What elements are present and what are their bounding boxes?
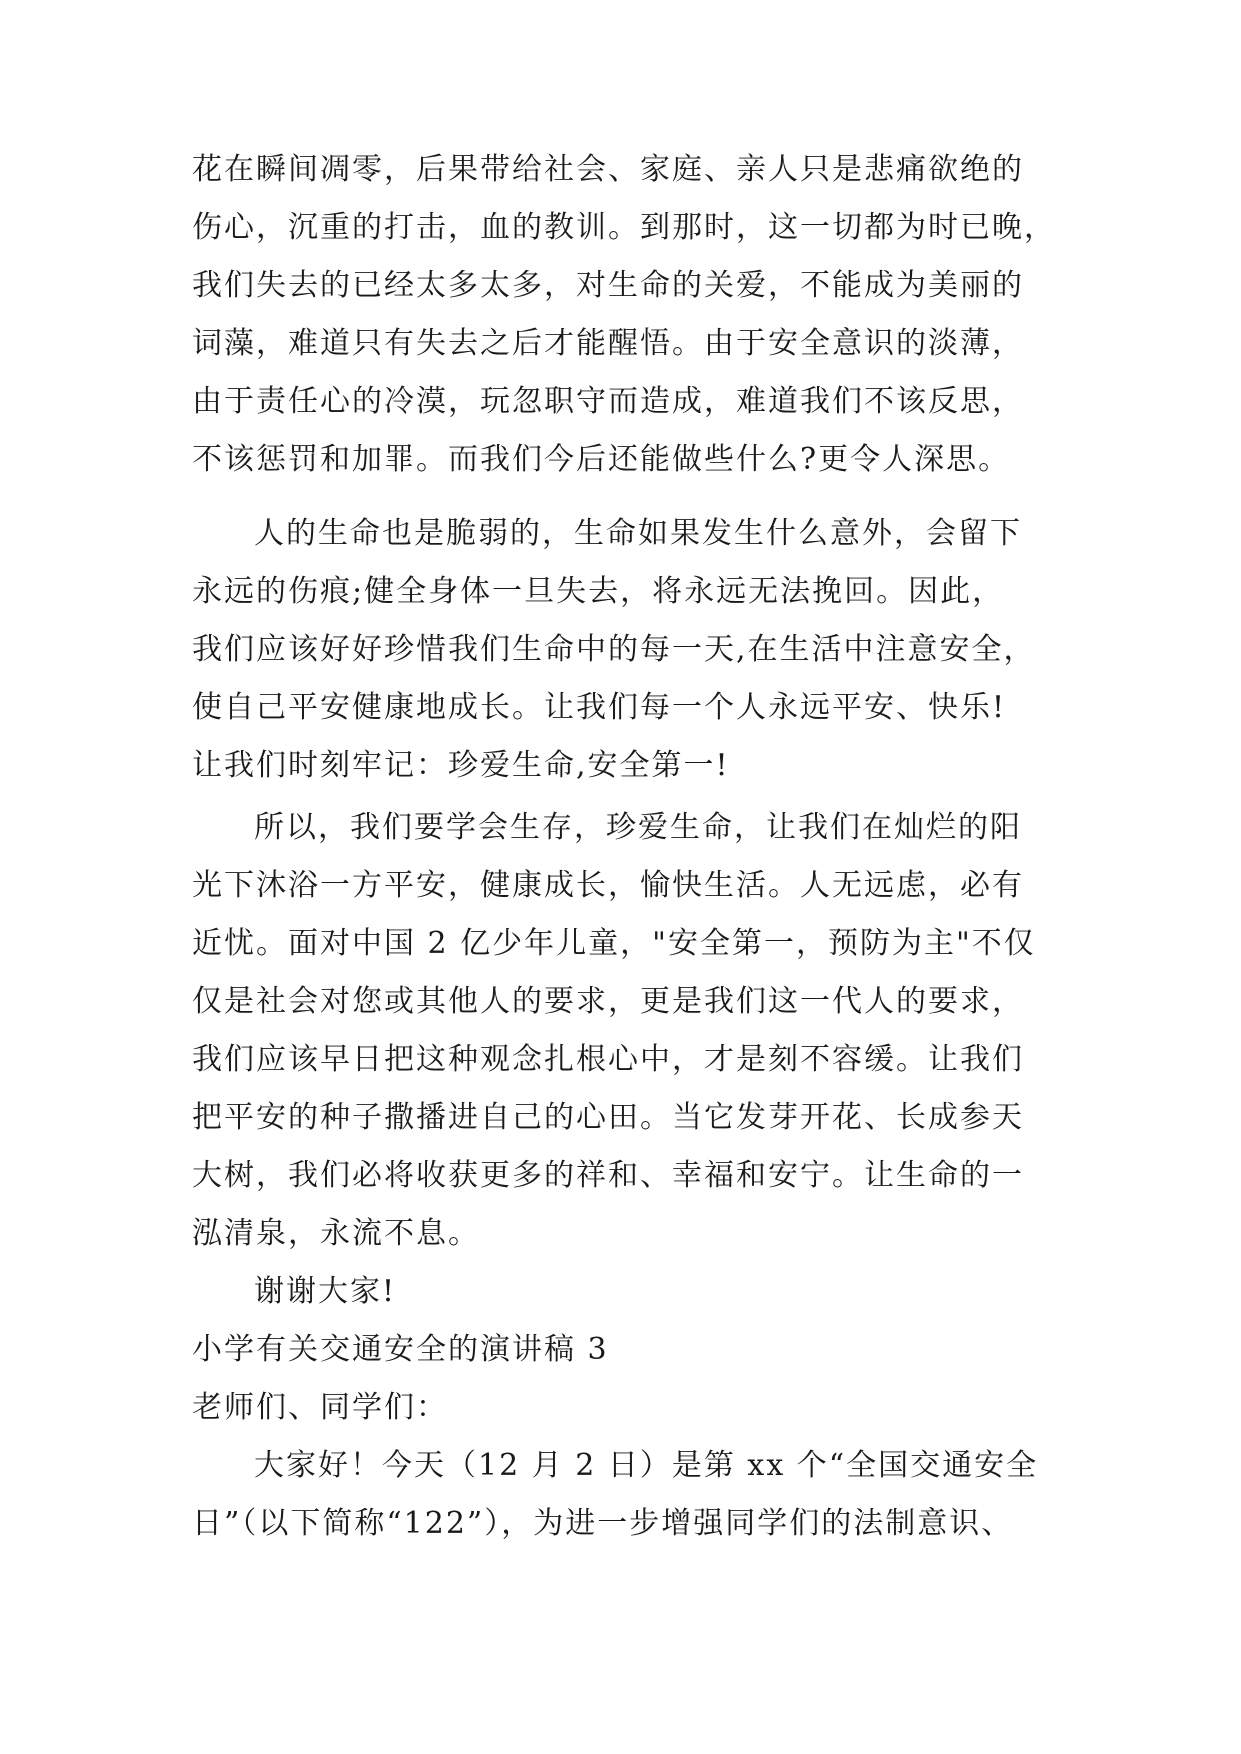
text-line: 花在瞬间凋零，后果带给社会、家庭、亲人只是悲痛欲绝的 [192,152,1024,187]
text-line: 大树，我们必将收获更多的祥和、幸福和安宁。让生命的一 [192,1158,1024,1193]
text-line: 所以，我们要学会生存，珍爱生命，让我们在灿烂的阳 [254,810,1022,845]
text-line: 近忧。面对中国 2 亿少年儿童，"安全第一，预防为主"不仅 [192,926,1036,961]
text-line: 我们应该早日把这种观念扎根心中，才是刻不容缓。让我们 [192,1042,1024,1077]
salutation: 老师们、同学们： [192,1390,448,1425]
text-line: 伤心，沉重的打击，血的教训。到那时，这一切都为时已晚， [192,210,1056,245]
text-line: 使自己平安健康地成长。让我们每一个人永远平安、快乐! [192,690,1007,725]
text-line: 由于责任心的冷漠，玩忽职守而造成，难道我们不该反思， [192,384,1024,419]
text-line: 泓清泉，永流不息。 [192,1216,480,1251]
text-line: 日”（以下简称“122”），为进一步增强同学们的法制意识、 [192,1506,1014,1541]
section-heading: 小学有关交通安全的演讲稿 3 [192,1332,609,1367]
text-line: 光下沐浴一方平安，健康成长，愉快生活。人无远虑，必有 [192,868,1024,903]
text-line: 不该惩罚和加罪。而我们今后还能做些什么?更令人深思。 [192,442,1011,477]
text-line: 人的生命也是脆弱的，生命如果发生什么意外，会留下 [254,516,1022,551]
text-line: 把平安的种子撒播进自己的心田。当它发芽开花、长成参天 [192,1100,1024,1135]
text-line: 词藻，难道只有失去之后才能醒悟。由于安全意识的淡薄， [192,326,1024,361]
text-line: 让我们时刻牢记：珍爱生命,安全第一! [192,748,730,783]
text-line: 仅是社会对您或其他人的要求，更是我们这一代人的要求， [192,984,1024,1019]
text-line: 我们失去的已经太多太多，对生命的关爱，不能成为美丽的 [192,268,1024,303]
text-line: 大家好！今天（12 月 2 日）是第 xx 个“全国交通安全 [254,1448,1039,1483]
text-line: 我们应该好好珍惜我们生命中的每一天,在生活中注意安全， [192,632,1036,667]
text-line: 永远的伤痕;健全身体一旦失去，将永远无法挽回。因此， [192,574,1005,609]
text-line: 谢谢大家! [254,1274,397,1309]
